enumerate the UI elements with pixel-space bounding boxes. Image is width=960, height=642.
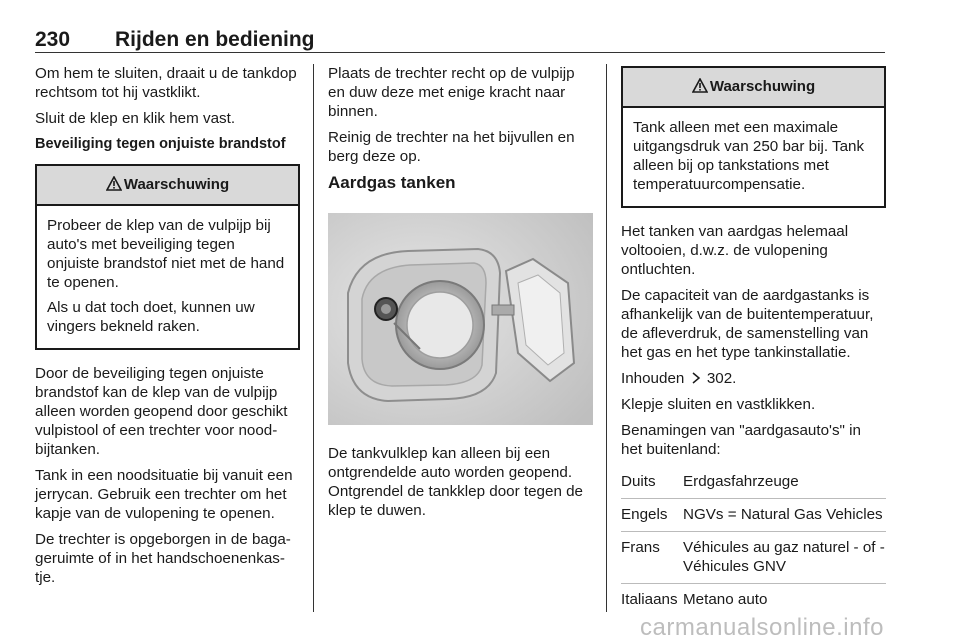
page-number: 230 [35, 28, 71, 51]
warning-title-bar [623, 68, 884, 108]
paragraph: De trechter is opgeborgen in de bagageruimte of in het handschoenenkastje. [35, 531, 291, 586]
column-1 [35, 64, 300, 594]
column-divider [313, 64, 314, 612]
term-cell: Metano auto [683, 591, 768, 608]
table-row [621, 584, 886, 617]
names-table [621, 466, 886, 616]
warning-title-bar [37, 166, 298, 206]
paragraph: Plaats de trechter recht op de vulpijp en duw deze met enige kracht naar binnen. [328, 65, 575, 120]
contents-reference [621, 369, 886, 388]
figure-caption: De tankvulklep kan alleen bij een ontgrendelde auto worden geopend. Ontgrendel de tankklep door tegen de klep te duwen. [328, 445, 583, 519]
warning-body [37, 206, 298, 348]
language-cell: Italiaans [621, 591, 678, 608]
warning-text: Tank alleen met een maximale uitgangsdruk van 250 bar bij. Tank alleen bij op tankstations met temperatuurcompensatie. [633, 119, 865, 193]
paragraph: Het tanken van aardgas helemaal voltooien, d.w.z. de vulopening ontluchten. [621, 223, 849, 278]
section-subheading: Beveiliging tegen onjuiste brandstof [35, 136, 286, 152]
table-row [621, 466, 886, 499]
paragraph: Door de beveiliging tegen onjuiste brandstof kan de klep van de vulpijp alleen worden geopend door geschikt vulpistool of een trechter voor noodbijtanken. [35, 365, 288, 458]
contents-page-ref[interactable]: 302. [706, 370, 737, 387]
paragraph: Sluit de klep en klik hem vast. [35, 110, 236, 127]
paragraph: De capaciteit van de aardgastanks is afhankelijk van de buitentemperatuur, de afleverdruk, de samenstelling van het gas en het type tankinstallatie. [621, 287, 874, 361]
term-cell: Erdgasfahrzeuge [683, 466, 886, 499]
warning-body [623, 108, 884, 206]
column-2 [328, 64, 593, 527]
chapter-title: Rijden en bediening [115, 28, 315, 51]
warning-title: Waarschuwing [709, 78, 816, 95]
paragraph: Benamingen van "aardgasauto's" in het buitenland: [621, 422, 861, 458]
term-cell: Véhicules au gaz naturel - of - Véhicules GNV [683, 532, 886, 584]
table-row [621, 532, 886, 584]
paragraph: Tank in een noodsituatie bij vanuit een jerrycan. Gebruik een trechter om het kapje van de vulopening te openen. [35, 467, 293, 522]
paragraph: Klepje sluiten en vastklikken. [621, 396, 816, 413]
paragraph: Reinig de trechter na het bijvullen en berg deze op. [328, 129, 575, 165]
table-row [621, 499, 886, 532]
warning-box [621, 66, 886, 208]
header-rule [35, 52, 885, 53]
warning-triangle-icon [106, 176, 122, 191]
fuel-flap-photo [328, 213, 593, 425]
language-cell: Duits [621, 466, 683, 499]
warning-text: Probeer de klep van de vulpijp bij auto's met beveiliging tegen onjuiste brandstof niet met de hand te openen. [47, 217, 285, 291]
warning-text: Als u dat toch doet, kunnen uw vingers bekneld raken. [47, 299, 255, 335]
reference-arrow-icon [691, 372, 701, 384]
watermark: carmanualsonline.info [640, 614, 884, 641]
term-cell: NGVs = Natural Gas Vehicles [683, 499, 886, 532]
warning-triangle-icon [692, 78, 708, 93]
warning-box [35, 164, 300, 350]
page-header [35, 28, 885, 50]
warning-title: Waarschuwing [123, 176, 230, 193]
language-cell: Engels [621, 499, 683, 532]
contents-label: Inhouden [621, 370, 685, 387]
section-heading: Aardgas tanken [328, 173, 456, 192]
paragraph: Om hem te sluiten, draait u de tankdop rechtsom tot hij vastklikt. [35, 65, 297, 101]
column-3 [621, 64, 886, 616]
column-divider [606, 64, 607, 612]
language-cell: Frans [621, 532, 683, 584]
